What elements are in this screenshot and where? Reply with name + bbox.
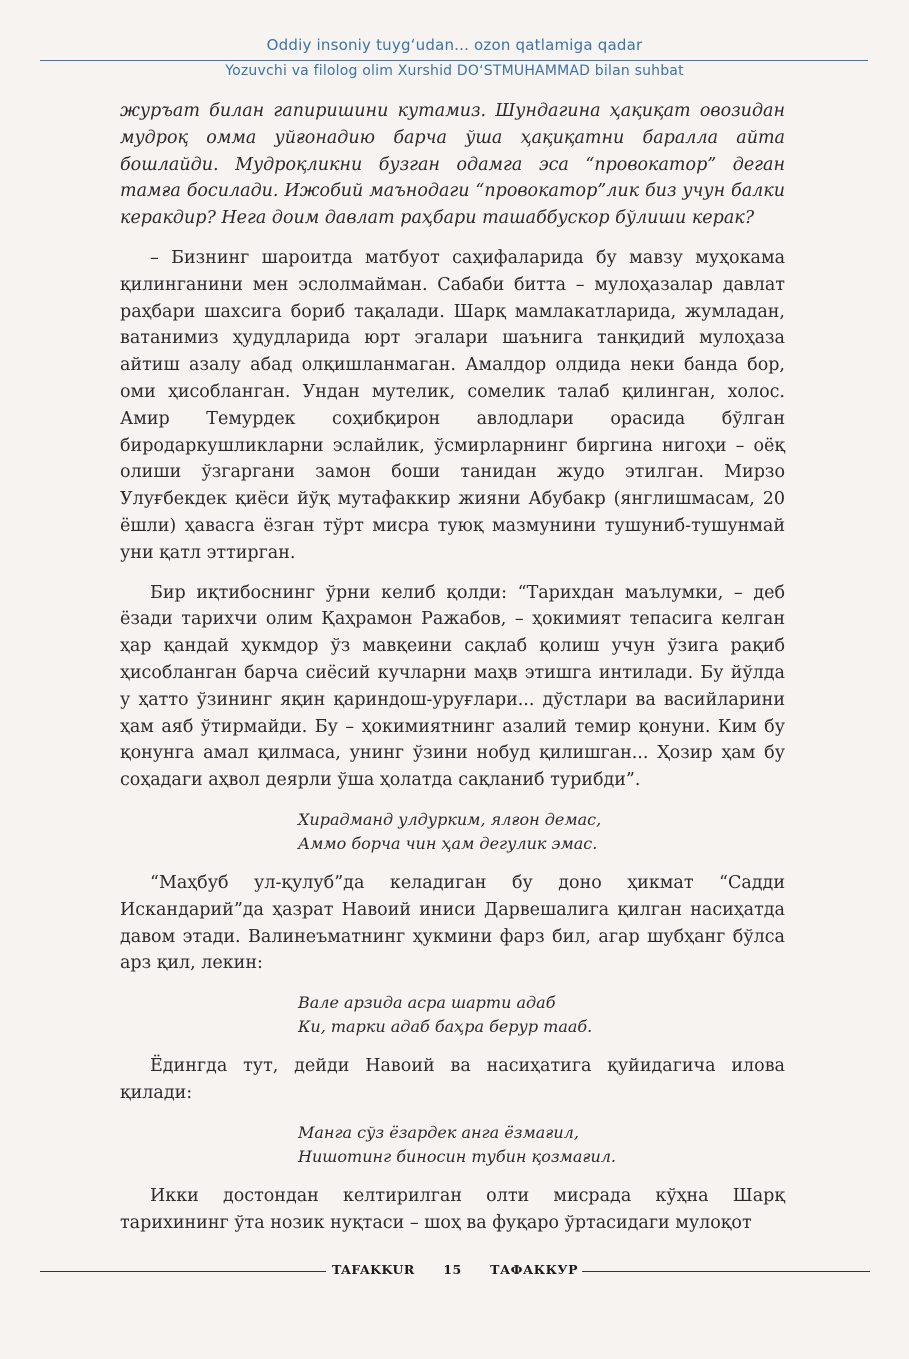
page-number: 15 (443, 1262, 462, 1277)
verse-line: Манга сўз ёзардек анга ёзмағил, (298, 1122, 579, 1142)
header-rule (40, 60, 868, 61)
paragraph-4: Ёдингда тут, дейди Навоий ва насиҳатига қуйидагича илова қилади: (120, 1056, 785, 1103)
verse-line: Аммо борча чин ҳам дегулик эмас. (298, 833, 598, 853)
paragraph-2: Бир иқтибоснинг ўрни келиб қолди: “Тарихдан маълумки, – деб ёзади тарихчи олим Қаҳрамон Ражабов, – ҳокимият тепасига келган ҳар қандай ҳукмдор ўз мавқеини сақлаб қолиш учун ўзига рақиб ҳисобланган барча сиёсий кучларни маҳв этишга интилади. Бу йўлда у ҳатто ўзининг яқин қариндош-уруғлари... дўстлари ва васийларини ҳам аяб ўтирмайди. Бу – ҳокимиятнинг азалий темир қонуни. Ким бу қонунга амал қилмаса, унинг ўзини нобуд қилишган... Ҳозир ҳам бу соҳадаги аҳвол деярли ўша ҳолатда сақланиб турибди”. (120, 582, 785, 791)
footer-magazine-latin: TAFAKKUR (332, 1262, 415, 1277)
verse-line: Нишотинг биносин тубин қозмағил. (298, 1146, 617, 1166)
header-subtitle: Yozuvchi va filolog olim Xurshid DOʻSTMUHAMMAD bilan suhbat (225, 63, 684, 79)
footer-rule-right (582, 1271, 870, 1272)
running-header (0, 36, 909, 81)
verse-1 (298, 808, 785, 856)
verse-3 (298, 1121, 785, 1169)
verse-2 (298, 991, 785, 1039)
page-body (120, 98, 785, 1236)
footer-text (332, 1262, 578, 1277)
verse-line: Вале арзида асра шарти адаб (298, 993, 556, 1013)
footer-magazine-cyrillic: ТАФАККУР (490, 1262, 578, 1277)
header-title: Oddiy insoniy tuygʻudan... ozon qatlamiga qadar (266, 36, 643, 54)
verse-line: Хирадманд улдурким, ялғон демас, (298, 809, 602, 829)
running-footer (0, 1262, 909, 1282)
paragraph-3: “Маҳбуб ул-қулуб”да келадиган бу доно ҳикмат “Садди Искандарий”да ҳазрат Навоий иниси Дарвешалига қилган насиҳатда давом этади. Валинеъматнинг ҳукмини фарз бил, агар шубҳанг бўлса арз қил, лекин: (120, 872, 785, 974)
intro-paragraph: журъат билан гапиришини кутамиз. Шундагина ҳақиқат овозидан мудроқ омма уйғонадию барча ўша ҳақиқатни баралла айта бошлайди. Мудроқликни бузган одамга эса “провокатор” деган тамға босилади. Ижобий маънодаги “провокатор”лик биз учун балки керакдир? Нега доим давлат раҳбари ташаббускор бўлиши керак? (120, 101, 785, 229)
paragraph-5: Икки достондан келтирилган олти мисрада кўҳна Шарқ тарихининг ўта нозик нуқтаси – шоҳ ва фуқаро ўртасидаги мулоқот (120, 1185, 785, 1233)
footer-rule-left (40, 1271, 326, 1272)
paragraph-1: – Бизнинг шароитда матбуот саҳифаларида бу мавзу муҳокама қилинганини мен эслолмайман. Сабаби битта – мулоҳазалар давлат раҳбари шахсига бориб тақалади. Шарқ мамлакатларида, жумладан, ватанимиз ҳудудларида юрт эгалари шаънига танқидий мулоҳаза айтиш азалу абад олқишланмаган. Амалдор олдида неки банда бор, оми ҳисобланган. Ундан мутелик, сомелик талаб қилинган, холос. Амир Темурдек соҳибқирон авлодлари орасида бўлган биродаркушликларни эслайлик, ўсмирларнинг биргина нигоҳи – оёқ олиши ўзгаргани замон боши танидан жудо этилган. Мирзо Улуғбекдек қиёси йўқ мутафаккир жияни Абубакр (янглишмасам, 20 ёшли) ҳавасга ёзган тўрт мисра туюқ мазмунини тушуниб-тушунмай уни қатл эттирган. (120, 247, 785, 563)
verse-line: Ки, тарки адаб баҳра берур тааб. (298, 1017, 593, 1037)
